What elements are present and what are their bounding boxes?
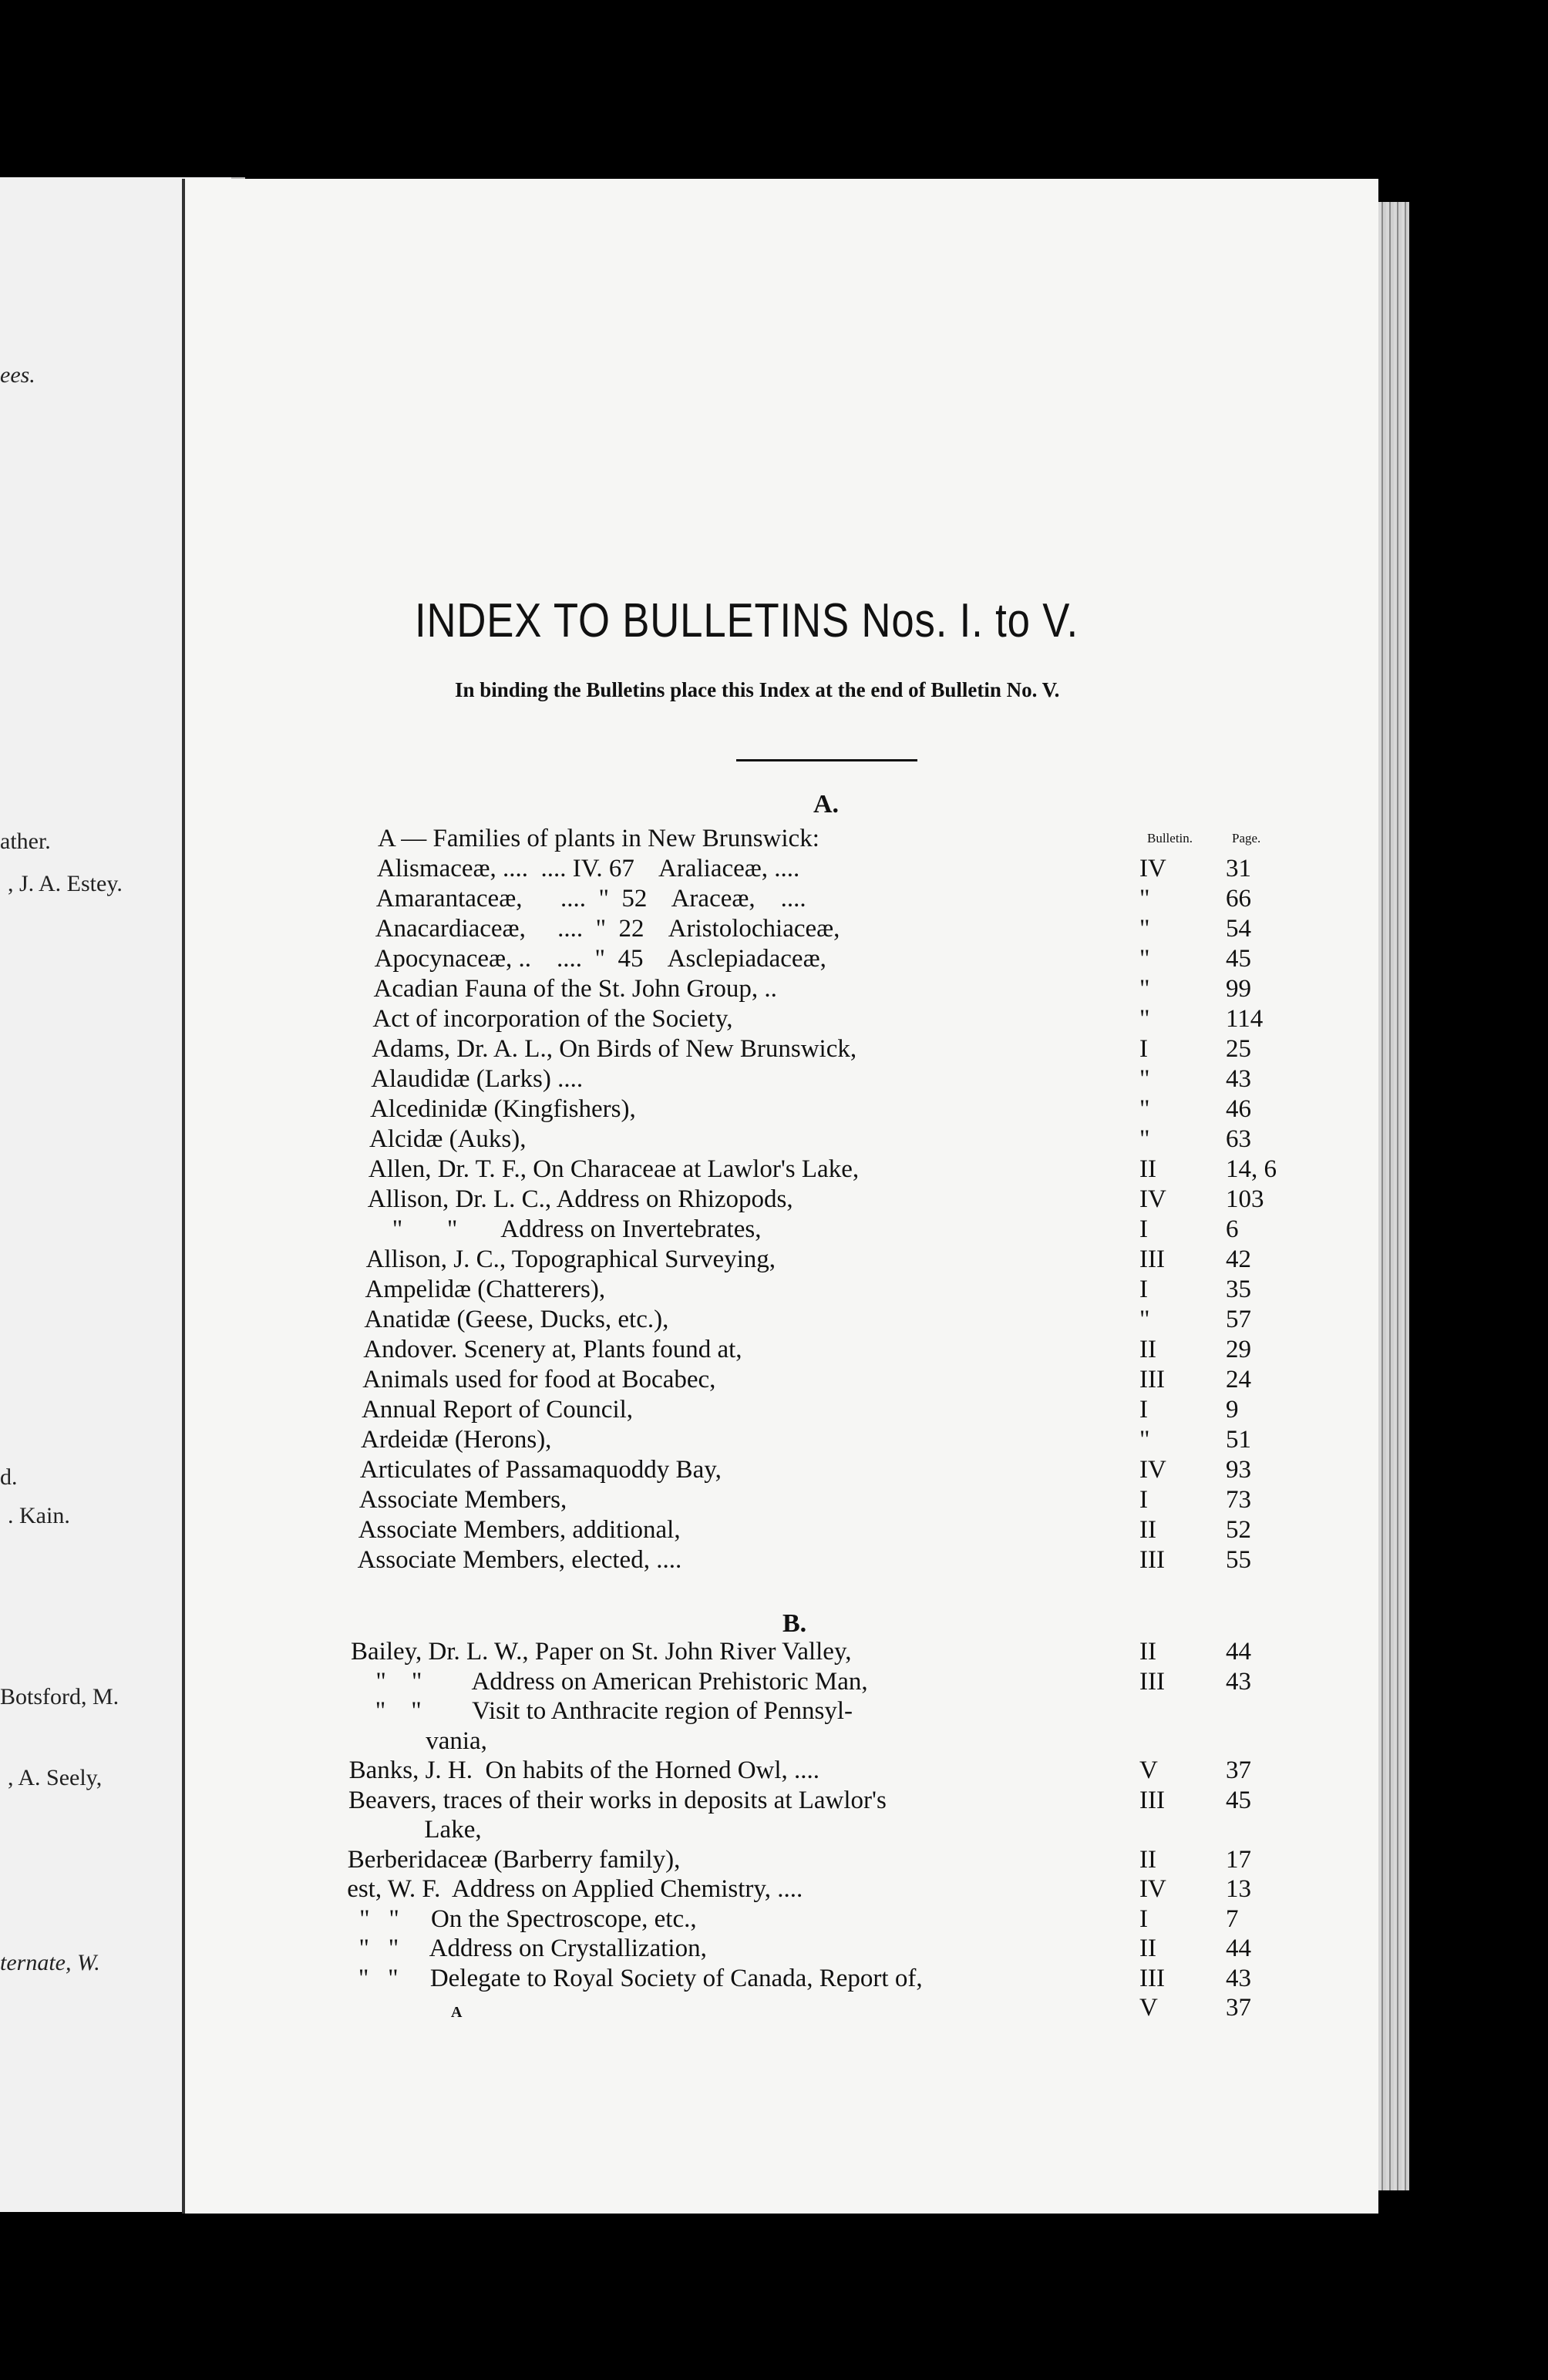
entry-text: Adams, Dr. A. L., On Birds of New Brunswick, <box>372 1035 857 1063</box>
entry-text: Annual Report of Council, <box>362 1396 634 1424</box>
entry-text: Associate Members, <box>358 1486 567 1514</box>
entry-text: Amarantaceæ, .... " 52 Araceæ, .... <box>375 885 806 913</box>
entry-page: 46 <box>1226 1095 1251 1123</box>
entry-bulletin: II <box>1139 1935 1156 1962</box>
entry-text: est, W. F. Address on Applied Chemistry, .... <box>347 1875 803 1903</box>
section-letter-a: A. <box>813 790 840 819</box>
entry-text: Associate Members, elected, .... <box>357 1546 682 1574</box>
left-page-fragment: . Kain. <box>8 1503 70 1528</box>
entry-text: Anatidæ (Geese, Ducks, etc.), <box>364 1306 669 1333</box>
index-entry <box>0 1035 1349 1066</box>
index-entry <box>0 1935 1349 1965</box>
entry-bulletin: " <box>1139 1005 1150 1033</box>
left-page-fragment: ather. <box>0 829 51 854</box>
index-entry <box>0 1546 1349 1577</box>
entry-text: Animals used for food at Bocabec, <box>362 1366 716 1393</box>
entry-page: 24 <box>1226 1366 1251 1393</box>
index-entry <box>0 1905 1349 1936</box>
entry-bulletin: II <box>1139 1516 1156 1544</box>
entry-text: Andover. Scenery at, Plants found at, <box>363 1336 742 1363</box>
entry-bulletin: " <box>1139 1065 1150 1093</box>
entry-bulletin: III <box>1139 1964 1165 1992</box>
entry-page: 103 <box>1226 1185 1264 1213</box>
index-entry <box>0 1276 1349 1306</box>
section-letter-b: B. <box>782 1609 807 1638</box>
entry-text: Beavers, traces of their works in deposits at Lawlor's <box>348 1786 887 1814</box>
entry-text: Allen, Dr. T. F., On Characeae at Lawlor's Lake, <box>368 1155 860 1183</box>
index-entry <box>0 1816 1349 1847</box>
entry-bulletin: I <box>1139 1215 1148 1243</box>
index-entry <box>0 1396 1349 1427</box>
binding-note: In binding the Bulletins place this Index at the end of Bulletin No. V. <box>455 678 1060 701</box>
entry-page: 31 <box>1226 855 1251 882</box>
entry-text: Alcidæ (Auks), <box>369 1125 527 1153</box>
index-entry <box>0 1245 1349 1276</box>
entry-bulletin: " <box>1139 1095 1150 1123</box>
left-page-fragment: d. <box>0 1464 18 1490</box>
index-entry <box>0 1756 1349 1787</box>
entry-bulletin: V <box>1139 1756 1158 1784</box>
index-entry <box>0 1456 1349 1487</box>
entry-page: 7 <box>1226 1904 1239 1933</box>
entry-text: " " Address on American Prehistoric Man, <box>350 1667 868 1696</box>
index-entry <box>0 1215 1349 1246</box>
entry-bulletin: III <box>1139 1786 1165 1814</box>
entry-bulletin: IV <box>1139 1456 1166 1484</box>
entry-bulletin: I <box>1139 1396 1148 1424</box>
entry-text: Act of incorporation of the Society, <box>372 1005 733 1033</box>
index-entry <box>0 1155 1349 1186</box>
index-entry <box>0 855 1349 886</box>
column-header-page: Page. <box>1232 831 1261 845</box>
entry-page: 55 <box>1226 1546 1251 1574</box>
entry-text: Alismaceæ, .... .... IV. 67 Araliaceæ, .... <box>376 855 800 882</box>
entry-page: 66 <box>1226 885 1251 913</box>
entry-bulletin: IV <box>1139 855 1166 882</box>
title-rule <box>736 759 917 761</box>
index-entry <box>0 1638 1349 1669</box>
entry-bulletin: V <box>1139 1994 1158 2022</box>
entry-bulletin: IV <box>1139 1185 1166 1213</box>
entry-page: 14, 6 <box>1226 1155 1277 1183</box>
index-entry <box>0 1787 1349 1817</box>
entry-page: 29 <box>1226 1336 1251 1363</box>
entry-bulletin: II <box>1139 1155 1156 1183</box>
entry-text: Bailey, Dr. L. W., Paper on St. John River Valley, <box>351 1638 852 1666</box>
signature-mark: A <box>451 2004 463 2021</box>
index-entry <box>0 885 1349 916</box>
entry-bulletin: " <box>1139 1125 1150 1153</box>
entry-page: 45 <box>1226 945 1251 973</box>
left-page-fragment: ternate, W. <box>0 1950 100 1975</box>
entry-bulletin: III <box>1139 1366 1165 1393</box>
entry-page: 93 <box>1226 1456 1251 1484</box>
page-title: INDEX TO BULLETINS Nos. I. to V. <box>415 594 1079 647</box>
entry-text: Berberidaceæ (Barberry family), <box>347 1845 681 1874</box>
entry-text: vania, <box>349 1726 487 1755</box>
entry-bulletin: I <box>1139 1035 1148 1063</box>
index-entry <box>0 1366 1349 1397</box>
entry-text: Banks, J. H. On habits of the Horned Owl, .... <box>348 1756 820 1784</box>
entry-text: Apocynaceæ, .. .... " 45 Asclepiadaceæ, <box>374 945 826 973</box>
entry-bulletin: " <box>1139 915 1150 943</box>
index-entry <box>0 1005 1349 1036</box>
entry-bulletin: " <box>1139 1306 1150 1333</box>
entry-bulletin: II <box>1139 1336 1156 1363</box>
index-entry <box>0 825 1349 856</box>
left-page-fragment: ees. <box>0 362 35 388</box>
entry-page: 35 <box>1226 1276 1251 1303</box>
index-entry <box>0 1727 1349 1758</box>
entry-page: 43 <box>1226 1964 1251 1992</box>
entry-bulletin: II <box>1139 1845 1156 1874</box>
index-entry <box>0 1125 1349 1156</box>
entry-text: Allison, J. C., Topographical Surveying, <box>365 1245 776 1273</box>
entry-bulletin: II <box>1139 1638 1156 1666</box>
index-entry <box>0 1516 1349 1547</box>
index-entry <box>0 1697 1349 1728</box>
entry-bulletin: IV <box>1139 1875 1166 1903</box>
entry-page: 51 <box>1226 1426 1251 1454</box>
entry-text: " " Address on Crystallization, <box>346 1935 707 1962</box>
index-entry <box>0 1065 1349 1096</box>
entry-text: A — Families of plants in New Brunswick: <box>378 825 819 852</box>
index-entry <box>0 945 1349 976</box>
entry-bulletin: III <box>1139 1245 1165 1273</box>
entry-page: 44 <box>1226 1638 1251 1666</box>
index-entry <box>0 1336 1349 1366</box>
entry-page: 52 <box>1226 1516 1251 1544</box>
index-entry <box>0 1875 1349 1906</box>
column-header-bulletin: Bulletin. <box>1147 831 1193 845</box>
entry-page: 43 <box>1226 1065 1251 1093</box>
entry-page: 37 <box>1226 1994 1251 2022</box>
entry-text: Alcedinidæ (Kingfishers), <box>370 1095 636 1123</box>
entry-text: " " Address on Invertebrates, <box>366 1215 762 1243</box>
entry-page: 44 <box>1226 1935 1251 1962</box>
entry-bulletin: " <box>1139 885 1150 913</box>
entry-page: 9 <box>1226 1396 1239 1424</box>
index-entry <box>0 975 1349 1006</box>
entry-text: " " Visit to Anthracite region of Pennsyl- <box>349 1697 853 1725</box>
entry-page: 42 <box>1226 1245 1251 1273</box>
index-entry <box>0 1965 1349 1995</box>
index-entry <box>0 1846 1349 1877</box>
entry-text: Lake, <box>348 1816 482 1844</box>
entry-bulletin: " <box>1139 1426 1150 1454</box>
left-page-fragment: Botsford, M. <box>0 1684 119 1709</box>
entry-text: Alaudidæ (Larks) .... <box>371 1065 584 1093</box>
entry-page: 25 <box>1226 1035 1251 1063</box>
entry-text: Associate Members, additional, <box>358 1516 681 1544</box>
index-entry <box>0 1668 1349 1699</box>
entry-text: Ardeidæ (Herons), <box>361 1426 552 1454</box>
index-entry <box>0 1486 1349 1517</box>
left-page-fragment: , J. A. Estey. <box>8 871 123 896</box>
left-page-fragment: , A. Seely, <box>8 1765 103 1790</box>
entry-bulletin: I <box>1139 1486 1148 1514</box>
entry-page: 6 <box>1226 1215 1239 1243</box>
entry-bulletin: " <box>1139 975 1150 1003</box>
index-entry <box>0 1185 1349 1216</box>
entry-text: " " Delegate to Royal Society of Canada, Report of, <box>345 1964 923 1992</box>
entry-page: 45 <box>1226 1786 1251 1814</box>
index-entry <box>0 1994 1349 2025</box>
index-entry <box>0 1306 1349 1336</box>
entry-page: 13 <box>1226 1875 1251 1903</box>
entry-page: 63 <box>1226 1125 1251 1153</box>
entry-bulletin: III <box>1139 1667 1165 1696</box>
index-entry <box>0 1095 1349 1126</box>
index-entry <box>0 1426 1349 1457</box>
entry-page: 54 <box>1226 915 1251 943</box>
index-entry <box>0 915 1349 946</box>
entry-page: 99 <box>1226 975 1251 1003</box>
entry-text: Articulates of Passamaquoddy Bay, <box>359 1456 722 1484</box>
entry-page: 57 <box>1226 1306 1251 1333</box>
entry-bulletin: " <box>1139 945 1150 973</box>
entry-text: Acadian Fauna of the St. John Group, .. <box>373 975 777 1003</box>
entry-page: 114 <box>1226 1005 1264 1033</box>
entry-text: " " On the Spectroscope, etc., <box>346 1904 697 1933</box>
entry-page: 43 <box>1226 1667 1251 1696</box>
entry-text: Allison, Dr. L. C., Address on Rhizopods, <box>367 1185 793 1213</box>
entry-bulletin: I <box>1139 1904 1148 1933</box>
entry-bulletin: III <box>1139 1546 1165 1574</box>
entry-text: Ampelidæ (Chatterers), <box>365 1276 606 1303</box>
entry-text: Anacardiaceæ, .... " 22 Aristolochiaceæ, <box>375 915 840 943</box>
entry-page: 73 <box>1226 1486 1251 1514</box>
entry-page: 37 <box>1226 1756 1251 1784</box>
entry-page: 17 <box>1226 1845 1251 1874</box>
entry-bulletin: I <box>1139 1276 1148 1303</box>
